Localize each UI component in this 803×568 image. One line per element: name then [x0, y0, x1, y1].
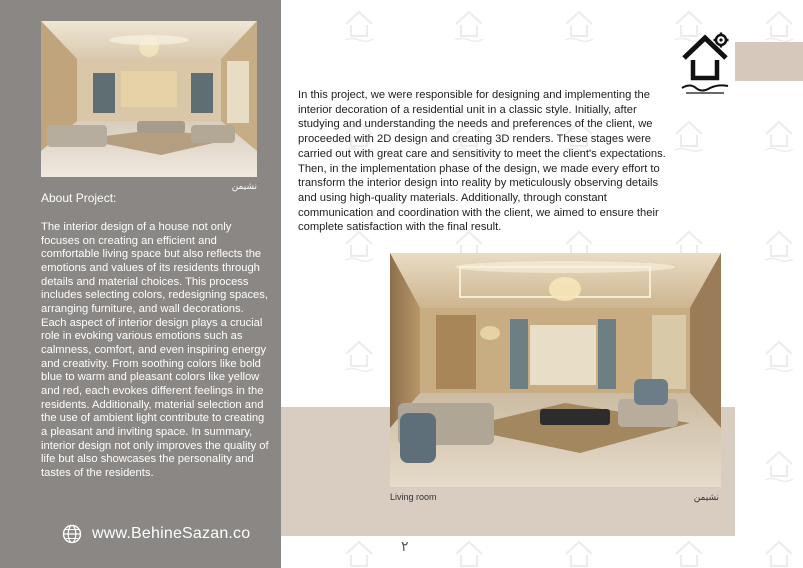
about-project-heading: About Project: [41, 191, 117, 205]
photo-caption-en: Living room [390, 492, 437, 502]
watermark-logo [762, 118, 796, 152]
photo-caption-fa-small: نشیمن [231, 181, 257, 191]
living-room-photo-small [41, 21, 257, 177]
left-panel [0, 0, 281, 568]
watermark-logo [452, 538, 486, 568]
watermark-logo [342, 538, 376, 568]
beige-tab [735, 42, 803, 81]
watermark-logo [762, 228, 796, 262]
watermark-logo [562, 8, 596, 42]
watermark-logo [762, 338, 796, 372]
photo-caption-fa-large: نشیمن [693, 492, 719, 502]
watermark-logo [342, 338, 376, 372]
watermark-logo [342, 8, 376, 42]
living-room-photo-large [390, 253, 721, 487]
website-row[interactable] [62, 524, 250, 544]
watermark-logo [762, 8, 796, 42]
watermark-logo [672, 118, 706, 152]
globe-icon [62, 524, 82, 544]
behine-sazan-logo [678, 28, 732, 98]
watermark-logo [672, 538, 706, 568]
watermark-logo [452, 8, 486, 42]
page-number: ۲ [401, 538, 409, 554]
about-project-text: The interior design of a house not only focuses on creating an efficient and comfortable living space but also reflects the emotions and values of its residents through details and material choices. This process includes selecting colors, redesigning spaces, arranging furniture, and wall decorations. Each aspect of interior design plays a crucial role in evoking various emotions such as calmness, comfort, and even inspiring energy and creativity. From soothing colors like bold blue to warm and pleasant colors like yellow and red, each evokes different feelings in the residents. Additionally, material selection and the use of ambient light contribute to creating a pleasant and inviting space. In summary, interior design not only improves the quality of life but also showcases the personality and tastes of the residents. [41, 221, 269, 479]
watermark-logo [762, 538, 796, 568]
website-link[interactable]: www.BehineSazan.co [92, 525, 251, 542]
watermark-logo [562, 538, 596, 568]
project-description: In this project, we were responsible for designing and implementing the interior decoration of a residential unit in a classic style. Initially, after studying and understanding the needs and preferences of the client, we proceeded with 2D design and creating 3D renders. These stages were carried out with great care and sensitivity to meet the client's expectations. Then, in the implementation phase of the design, we made every effort to transform the interior design into reality by meticulously observing details and using high-quality materials. Additionally, through constant communication and coordination with the client, we aimed to ensure their complete satisfaction with the final result. [298, 89, 666, 234]
watermark-logo [762, 448, 796, 482]
